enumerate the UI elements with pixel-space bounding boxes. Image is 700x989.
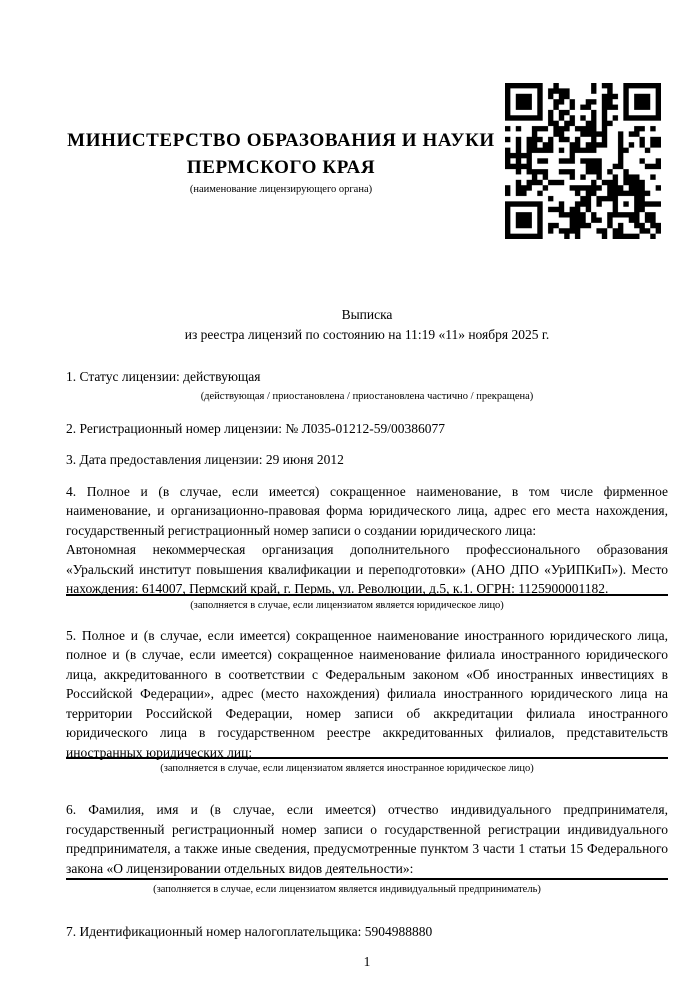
page-number: 1 [363, 953, 371, 969]
document-title [66, 305, 668, 345]
item-2-registration-number: 2. Регистрационный номер лицензии: № Л035-01212-59/00386077 [66, 420, 446, 436]
document-content [66, 0, 668, 970]
item-4-value: Автономная некоммерческая организация дополнительного профессионального образования «Уральский институт повышения квалификации и переподготовки» (АНО ДПО «УрИПКиП»). Место нахождения: 614007, Пермский край, г. Пермь, ул. Революции, д.5, к.1. ОГРН: 1125900001182. [66, 542, 668, 596]
item-6-individual-entrepreneur [66, 800, 668, 878]
item-6-caption: (заполняется в случае, если лицензиатом является индивидуальный предприниматель) [153, 884, 541, 895]
document-title-line2: из реестра лицензий по состоянию на 11:19 «11» ноября 2025 г. [184, 327, 550, 342]
item-4-label: 4. Полное и (в случае, если имеется) сокращенное наименование, в том числе фирменное наименование, и организационно-правовая форма юридического лица, адрес его места нахождения, государственный регистрационный номер записи о создании юридического лица: [66, 483, 668, 538]
ministry-name-line1: МИНИСТЕРСТВО ОБРАЗОВАНИЯ И НАУКИ [67, 130, 495, 151]
qr-code [505, 83, 661, 239]
document-title-line1: Выписка [341, 307, 393, 322]
item-6-rule [66, 878, 668, 897]
ministry-name-line2: ПЕРМСКОГО КРАЯ [186, 157, 376, 178]
item-5-foreign-entity [66, 626, 668, 763]
item-3-license-date: 3. Дата предоставления лицензии: 29 июня 2012 [66, 452, 344, 467]
item-5-caption: (заполняется в случае, если лицензиатом является иностранное юридическое лицо) [160, 763, 534, 774]
licensing-authority-header [66, 127, 496, 197]
item-1-license-status: 1. Статус лицензии: действующая [66, 369, 261, 384]
item-4-legal-entity [66, 482, 668, 599]
item-5-label: 5. Полное и (в случае, если имеется) сокращенное наименование иностранного юридического лица, полное и (в случае, если имеется) сокращенное наименование филиала иностранного юридического лица, аккредитованного в соответствии с Федеральным законом «Об иностранных инвестициях в Российской Федерации», адрес (место нахождения) филиала иностранного юридического лица на территории Российской Федерации, номер записи об аккредитации филиала иностранного юридического лица в государственном реестре аккредитованных филиалов, представительств иностранных юридических лиц: [66, 627, 668, 760]
ministry-caption: (наименование лицензирующего органа) [189, 184, 373, 195]
item-4-caption: (заполняется в случае, если лицензиатом является юридическое лицо) [190, 599, 504, 611]
item-7-taxpayer-number: 7. Идентификационный номер налогоплательщика: 5904988880 [66, 924, 433, 939]
item-1-status-options-caption: (действующая / приостановлена / приостановлена частично / прекращена) [200, 390, 534, 402]
item-6-label: 6. Фамилия, имя и (в случае, если имеется) отчество индивидуального предпринимателя, государственный регистрационный номер записи о государственной регистрации индивидуального предпринимателя, а также иные сведения, предусмотренные пунктом 3 части 1 статьи 15 Федерального закона «О лицензировании отдельных видов деятельности»: [66, 802, 668, 876]
